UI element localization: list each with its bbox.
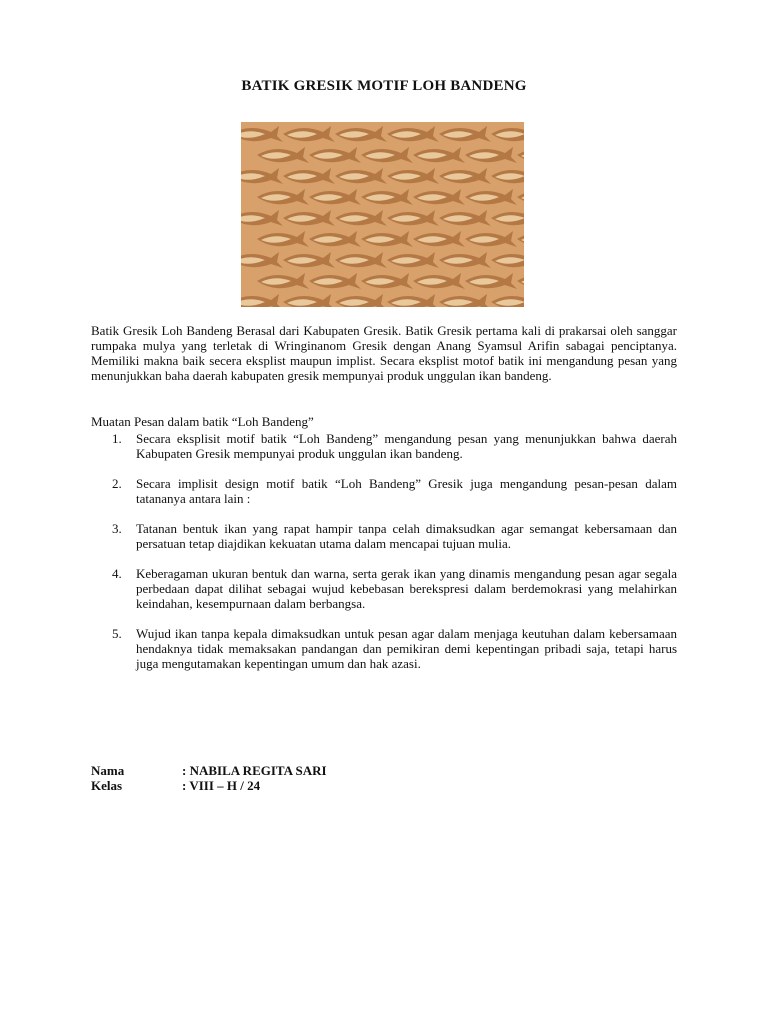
intro-paragraph: Batik Gresik Loh Bandeng Berasal dari Kabupaten Gresik. Batik Gresik pertama kali di prakarsai oleh sanggar rumpaka mulya yang terletak di Wringinanom Gresik dengan Anang Syamsul Arifin sabagai penciptanya. Memiliki makna baik secera eksplist maupun implist. Secara eksplist motof batik ini mengandung pesan yang menunjukkan baha daerah kabupaten gresik mempunyai produk unggulan ikan bandeng. (91, 323, 677, 383)
document-title: BATIK GRESIK MOTIF LOH BANDENG (241, 78, 527, 94)
class-label: Kelas (91, 778, 123, 793)
list-item (91, 626, 677, 671)
list-item (91, 476, 677, 506)
list-item (91, 431, 677, 461)
list-item-number: 4. (112, 566, 122, 581)
list-item-text: Secara eksplisit motif batik “Loh Bandeng” mengandung pesan yang menunjukkan bahwa daerah Kabupaten Gresik mempunyai produk unggulan ikan bandeng. (136, 431, 677, 461)
list-item-number: 2. (112, 476, 122, 491)
list-item-number: 1. (112, 431, 122, 446)
batik-fish-pattern-icon (241, 122, 524, 307)
list-item-text: Secara implisit design motif batik “Loh Bandeng” Gresik juga mengandung pesan-pesan dalam tatananya antara lain : (136, 476, 677, 506)
name-value: : NABILA REGITA SARI (182, 763, 327, 778)
muatan-heading: Muatan Pesan dalam batik “Loh Bandeng” (91, 414, 314, 429)
list-item-text: Keberagaman ukuran bentuk dan warna, serta gerak ikan yang dinamis mengandung pesan agar segala perbedaan dapat dilihat sebagai wujud kebebasan berekspresi dalam berdemokrasi yang melahirkan keindahan, kesempurnaan dalam berbangsa. (136, 566, 677, 611)
list-item (91, 566, 677, 611)
name-label: Nama (91, 763, 125, 778)
list-item-number: 3. (112, 521, 122, 536)
signature-class-row (91, 778, 677, 793)
list-item (91, 521, 677, 551)
list-item-text: Tatanan bentuk ikan yang rapat hampir tanpa celah dimaksudkan agar semangat kebersamaan dan persatuan tetap diajdikan kekuatan utama dalam mencapai tujuan mulia. (136, 521, 677, 551)
list-item-text: Wujud ikan tanpa kepala dimaksudkan untuk pesan agar dalam menjaga keutuhan dalam kebersamaan hendaknya tidak memaksakan pandangan dan pemikiran demi kepentingan pribadi saja, tetapi harus juga mengutamakan kepentingan umum dan hak azasi. (136, 626, 677, 671)
message-list (91, 431, 677, 686)
signature-name-row (91, 763, 677, 778)
class-value: : VIII – H / 24 (182, 778, 261, 793)
list-item-number: 5. (112, 626, 122, 641)
